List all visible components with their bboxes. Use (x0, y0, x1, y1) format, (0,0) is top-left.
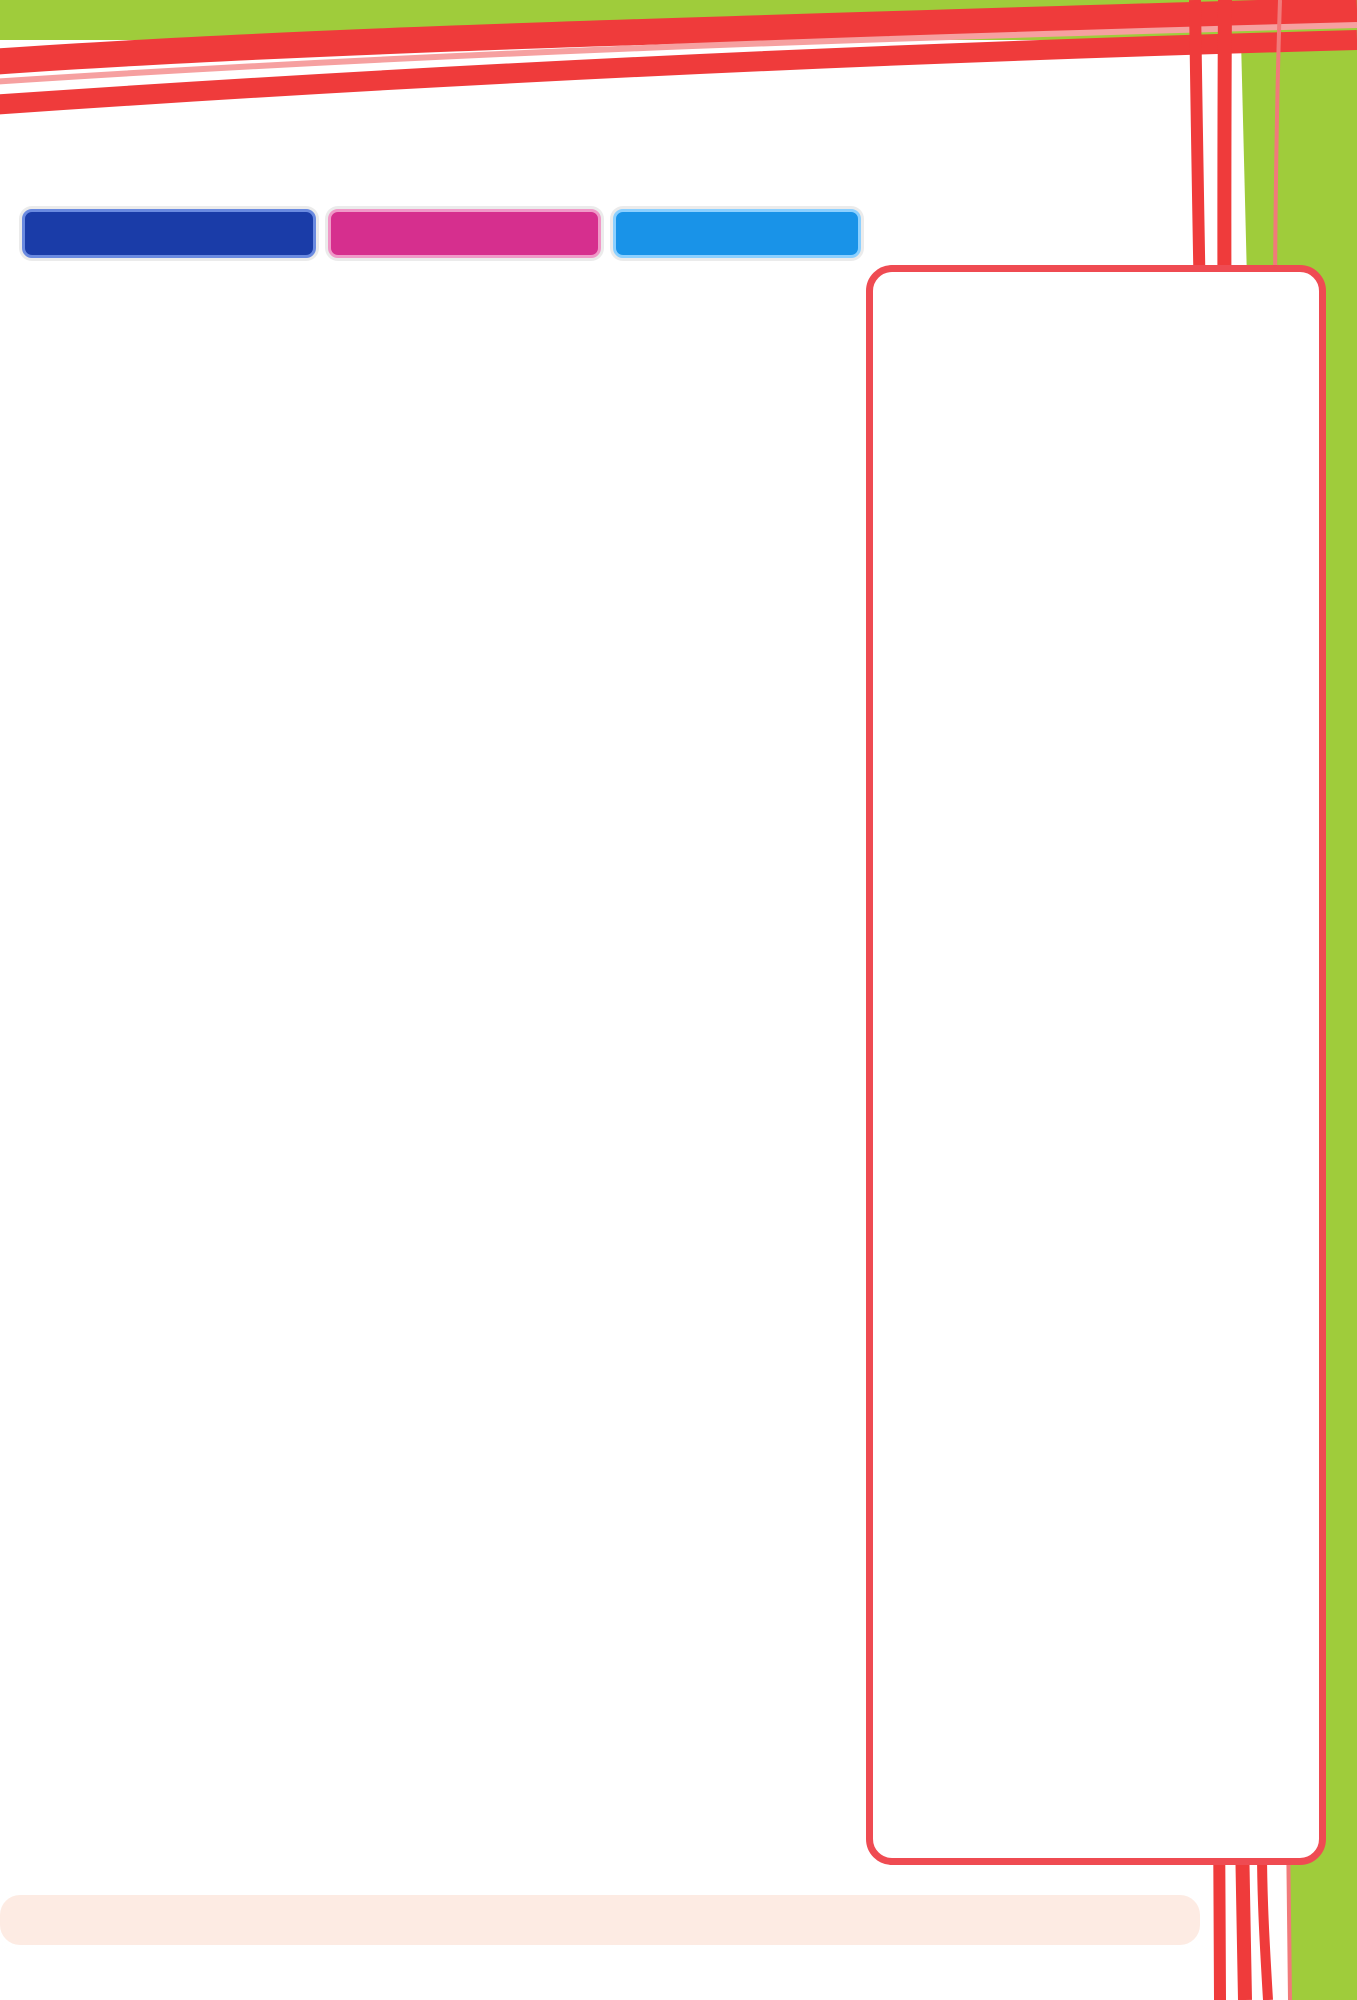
extras-panel (866, 265, 1326, 1865)
writing-header (613, 209, 861, 258)
speaking-header (328, 209, 601, 258)
reading-listening-header (22, 209, 316, 258)
